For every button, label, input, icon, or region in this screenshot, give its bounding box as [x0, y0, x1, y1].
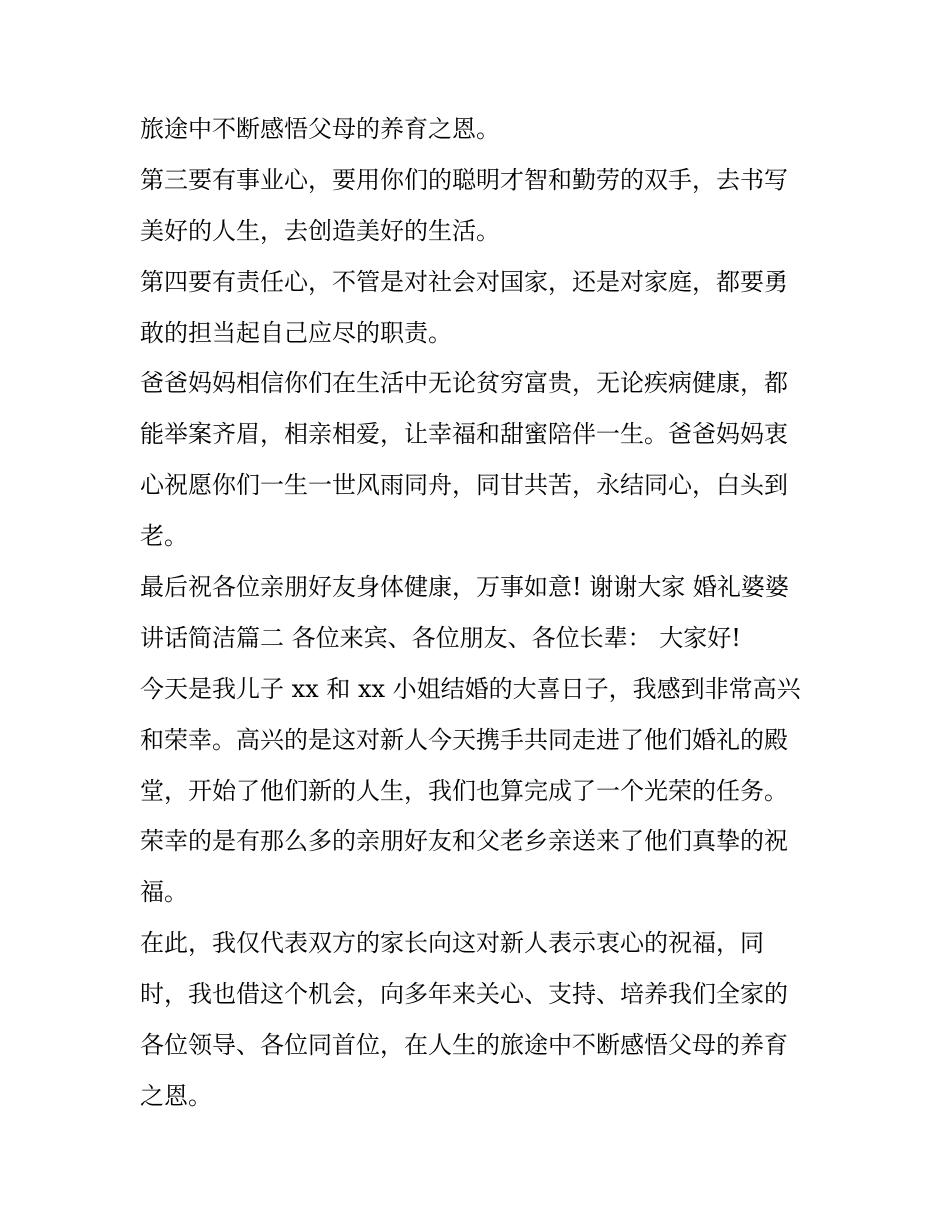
text-line: 讲话简洁篇二 各位来宾、各位朋友、各位长辈： 大家好! — [140, 623, 741, 652]
text-line: 心祝愿你们一生一世风雨同舟，同甘共苦，永结同心，白头到 — [140, 471, 788, 500]
text-line: 时，我也借这个机会，向多年来关心、支持、培养我们全家的 — [140, 980, 788, 1009]
text-line: 荣幸的是有那么多的亲朋好友和父老乡亲送来了他们真挚的祝 — [140, 827, 788, 856]
text-line: 堂，开始了他们新的人生，我们也算完成了一个光荣的任务。 — [140, 776, 788, 805]
text-line: 老。 — [140, 522, 188, 551]
text-line: 在此，我仅代表双方的家长向这对新人表示衷心的祝福，同 — [140, 929, 764, 958]
text-line: 之恩。 — [140, 1081, 212, 1110]
text-line: 能举案齐眉，相亲相爱，让幸福和甜蜜陪伴一生。爸爸妈妈衷 — [140, 420, 788, 449]
text-line: 最后祝各位亲朋好友身体健康，万事如意! 谢谢大家 婚礼婆婆 — [140, 573, 789, 602]
text-line: 旅途中不断感悟父母的养育之恩。 — [140, 115, 500, 143]
text-line: 敢的担当起自己应尽的职责。 — [140, 318, 452, 347]
text-line: 第四要有责任心，不管是对社会对国家，还是对家庭，都要勇 — [140, 267, 788, 296]
text-line: 各位领导、各位同首位，在人生的旅途中不断感悟父母的养育 — [140, 1031, 788, 1060]
text-line: 美好的人生，去创造美好的生活。 — [140, 216, 500, 245]
document-body — [140, 104, 812, 1122]
text-line: 和荣幸。高兴的是这对新人今天携手共同走进了他们婚礼的殿 — [140, 725, 788, 754]
text-line: 福。 — [140, 878, 188, 907]
text-line: 第三要有事业心，要用你们的聪明才智和勤劳的双手，去书写 — [140, 165, 788, 194]
text-line: 爸爸妈妈相信你们在生活中无论贫穷富贵，无论疾病健康，都 — [140, 369, 788, 398]
text-line: 今天是我儿子 xx 和 xx 小姐结婚的大喜日子，我感到非常高兴 — [140, 674, 801, 703]
